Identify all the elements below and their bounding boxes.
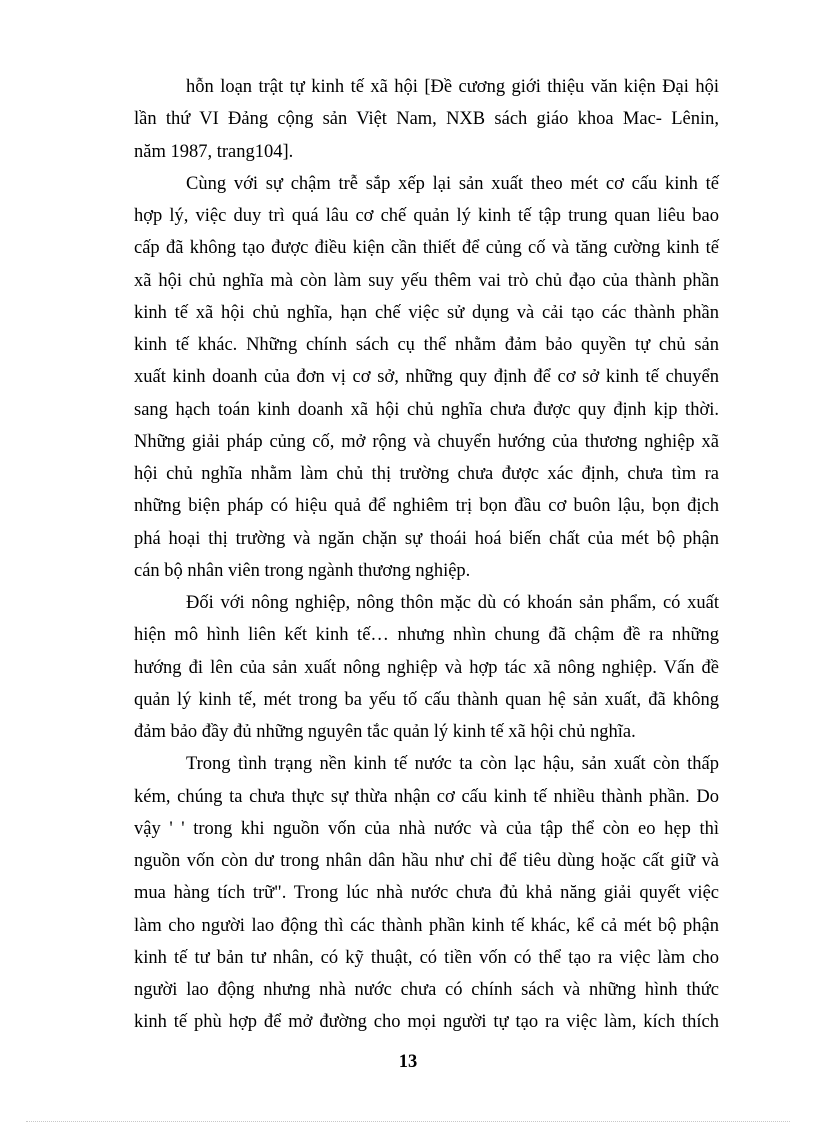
page-number: 13 xyxy=(398,1052,418,1072)
text-line: hướng đi lên của sản xuất nông nghiệp và hợp tác xã nông nghiệp. Vấn đề xyxy=(134,657,719,678)
text-line: phá hoại thị trường và ngăn chặn sự thoái hoá biến chất của mét bộ phận xyxy=(134,528,719,549)
text-line: Trong tình trạng nền kinh tế nước ta còn lạc hậu, sản xuất còn thấp xyxy=(186,754,719,775)
text-line: xuất kinh doanh của đơn vị cơ sở, những quy định để cơ sở kinh tế chuyển xyxy=(134,367,719,388)
text-line: Những giải pháp củng cố, mở rộng và chuyển hướng của thương nghiệp xã xyxy=(134,431,719,452)
paragraph xyxy=(134,168,719,587)
text-line: kinh tế tư bản tư nhân, có kỹ thuật, có tiền vốn có thể tạo ra việc làm cho xyxy=(134,947,719,968)
text-line: hiện mô hình liên kết kinh tế… nhưng nhìn chung đã chậm đề ra những xyxy=(134,625,719,646)
text-line: nguồn vốn còn dư trong nhân dân hầu như chỉ để tiêu dùng hoặc cất giữ và xyxy=(134,851,719,871)
text-line: kinh tế khác. Những chính sách cụ thể nhằm đảm bảo quyền tự chủ sản xyxy=(134,335,719,355)
paragraph xyxy=(134,587,719,748)
text-line: sang hạch toán kinh doanh xã hội chủ nghĩa chưa được quy định kịp thời. xyxy=(134,399,719,420)
text-line: Đối với nông nghiệp, nông thôn mặc dù có khoán sản phẩm, có xuất xyxy=(186,593,719,613)
paragraph xyxy=(134,748,719,1038)
text-line: cán bộ nhân viên trong ngành thương nghiệp. xyxy=(134,560,471,581)
text-line: mua hàng tích trữ". Trong lúc nhà nước chưa đủ khả năng giải quyết việc xyxy=(134,883,719,904)
text-line: lần thứ VI Đảng cộng sản Việt Nam, NXB sách giáo khoa Mac- Lênin, xyxy=(134,109,719,130)
text-line: kinh tế xã hội chủ nghĩa, hạn chế việc sử dụng và cải tạo các thành phần xyxy=(134,302,719,323)
paragraph xyxy=(134,71,719,168)
text-line: kinh tế phù hợp để mở đường cho mọi người tự tạo ra việc làm, kích thích xyxy=(134,1012,719,1033)
page-boundary-divider xyxy=(26,1121,790,1122)
text-line: vậy ' ' trong khi nguồn vốn của nhà nước và của tập thể còn eo hẹp thì xyxy=(134,818,719,839)
text-line: đảm bảo đầy đủ những nguyên tắc quản lý kinh tế xã hội chủ nghĩa. xyxy=(134,722,636,742)
text-line: kém, chúng ta chưa thực sự thừa nhận cơ cấu kinh tế nhiều thành phần. Do xyxy=(134,786,719,807)
text-line: những biện pháp có hiệu quả để nghiêm trị bọn đầu cơ buôn lậu, bọn địch xyxy=(134,496,719,517)
document-body xyxy=(134,71,719,1039)
text-line: Cùng với sự chậm trễ sắp xếp lại sản xuất theo mét cơ cấu kinh tế xyxy=(186,173,719,194)
text-line: cấp đã không tạo được điều kiện cần thiết để củng cố và tăng cường kinh tế xyxy=(134,238,719,259)
text-line: năm 1987, trang104]. xyxy=(134,141,294,162)
text-line: hợp lý, việc duy trì quá lâu cơ chế quản lý kinh tế tập trung quan liêu bao xyxy=(134,206,719,226)
text-line: người lao động nhưng nhà nước chưa có chính sách và những hình thức xyxy=(134,980,719,1000)
text-line: hội chủ nghĩa nhằm làm chủ thị trường chưa được xác định, chưa tìm ra xyxy=(134,464,719,484)
text-line: xã hội chủ nghĩa mà còn làm suy yếu thêm vai trò chủ đạo của thành phần xyxy=(134,270,719,291)
text-line: hỗn loạn trật tự kinh tế xã hội [Đề cương giới thiệu văn kiện Đại hội xyxy=(186,77,719,97)
text-line: quản lý kinh tế, mét trong ba yếu tố cấu thành quan hệ sản xuất, đã không xyxy=(134,689,719,710)
text-line: làm cho người lao động thì các thành phần kinh tế khác, kể cả mét bộ phận xyxy=(134,915,719,936)
